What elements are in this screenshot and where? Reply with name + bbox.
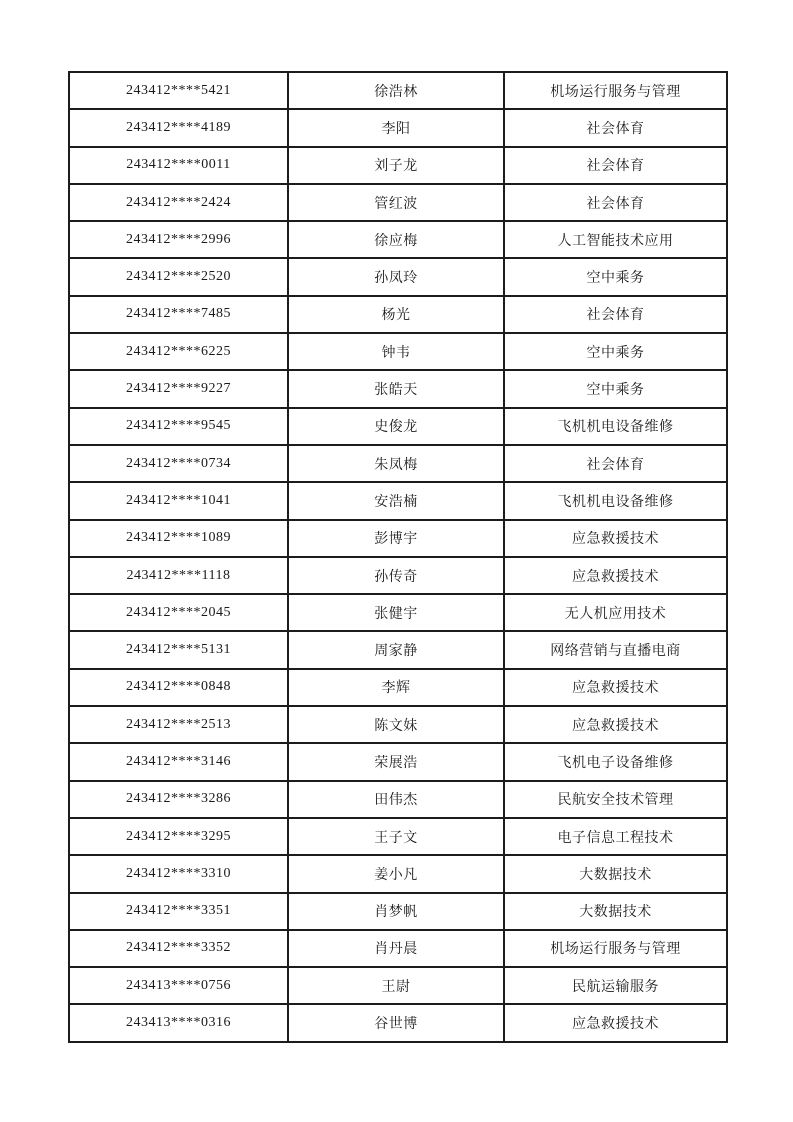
table-row bbox=[69, 258, 727, 295]
major-cell: 应急救援技术 bbox=[504, 557, 727, 594]
table-row bbox=[69, 370, 727, 407]
major-cell: 社会体育 bbox=[504, 109, 727, 146]
student-name-cell: 张健宇 bbox=[288, 594, 504, 631]
student-name-cell: 王子文 bbox=[288, 818, 504, 855]
table-row bbox=[69, 147, 727, 184]
table-row bbox=[69, 482, 727, 519]
table-row bbox=[69, 781, 727, 818]
table-row bbox=[69, 594, 727, 631]
table-row bbox=[69, 557, 727, 594]
student-id-cell: 243412****9545 bbox=[69, 408, 288, 445]
table-row bbox=[69, 520, 727, 557]
student-id-cell: 243412****3146 bbox=[69, 743, 288, 780]
student-name-cell: 徐应梅 bbox=[288, 221, 504, 258]
major-cell: 机场运行服务与管理 bbox=[504, 930, 727, 967]
table-row bbox=[69, 333, 727, 370]
major-cell: 无人机应用技术 bbox=[504, 594, 727, 631]
student-name-cell: 管红波 bbox=[288, 184, 504, 221]
student-id-cell: 243412****7485 bbox=[69, 296, 288, 333]
table-row bbox=[69, 296, 727, 333]
student-name-cell: 周家静 bbox=[288, 631, 504, 668]
table-row bbox=[69, 631, 727, 668]
student-name-cell: 安浩楠 bbox=[288, 482, 504, 519]
student-name-cell: 杨光 bbox=[288, 296, 504, 333]
student-name-cell: 陈文妹 bbox=[288, 706, 504, 743]
table-row bbox=[69, 818, 727, 855]
student-id-cell: 243412****2996 bbox=[69, 221, 288, 258]
table-row bbox=[69, 1004, 727, 1041]
major-cell: 机场运行服务与管理 bbox=[504, 72, 727, 109]
major-cell: 空中乘务 bbox=[504, 333, 727, 370]
student-name-cell: 钟韦 bbox=[288, 333, 504, 370]
student-name-cell: 肖丹晨 bbox=[288, 930, 504, 967]
student-name-cell: 朱凤梅 bbox=[288, 445, 504, 482]
major-cell: 社会体育 bbox=[504, 445, 727, 482]
major-cell: 人工智能技术应用 bbox=[504, 221, 727, 258]
student-name-cell: 姜小凡 bbox=[288, 855, 504, 892]
student-name-cell: 徐浩林 bbox=[288, 72, 504, 109]
student-id-cell: 243412****6225 bbox=[69, 333, 288, 370]
table-row bbox=[69, 855, 727, 892]
student-name-cell: 孙传奇 bbox=[288, 557, 504, 594]
student-name-cell: 孙凤玲 bbox=[288, 258, 504, 295]
student-id-cell: 243412****1118 bbox=[69, 557, 288, 594]
student-id-cell: 243412****3286 bbox=[69, 781, 288, 818]
table-row bbox=[69, 930, 727, 967]
student-id-cell: 243412****2045 bbox=[69, 594, 288, 631]
table-row bbox=[69, 408, 727, 445]
major-cell: 网络营销与直播电商 bbox=[504, 631, 727, 668]
student-id-cell: 243413****0316 bbox=[69, 1004, 288, 1041]
student-name-cell: 荣展浩 bbox=[288, 743, 504, 780]
student-name-cell: 李阳 bbox=[288, 109, 504, 146]
student-name-cell: 刘子龙 bbox=[288, 147, 504, 184]
student-name-cell: 谷世博 bbox=[288, 1004, 504, 1041]
table-row bbox=[69, 72, 727, 109]
major-cell: 空中乘务 bbox=[504, 370, 727, 407]
student-roster-body bbox=[69, 72, 727, 1042]
student-id-cell: 243412****0734 bbox=[69, 445, 288, 482]
major-cell: 应急救援技术 bbox=[504, 706, 727, 743]
table-row bbox=[69, 109, 727, 146]
student-id-cell: 243412****3352 bbox=[69, 930, 288, 967]
table-row bbox=[69, 706, 727, 743]
student-id-cell: 243412****2424 bbox=[69, 184, 288, 221]
major-cell: 社会体育 bbox=[504, 184, 727, 221]
major-cell: 飞机机电设备维修 bbox=[504, 408, 727, 445]
major-cell: 大数据技术 bbox=[504, 855, 727, 892]
major-cell: 空中乘务 bbox=[504, 258, 727, 295]
student-id-cell: 243412****2520 bbox=[69, 258, 288, 295]
student-roster-table bbox=[68, 71, 728, 1043]
table-row bbox=[69, 893, 727, 930]
student-id-cell: 243412****9227 bbox=[69, 370, 288, 407]
student-id-cell: 243412****1089 bbox=[69, 520, 288, 557]
major-cell: 应急救援技术 bbox=[504, 669, 727, 706]
student-name-cell: 史俊龙 bbox=[288, 408, 504, 445]
student-id-cell: 243412****4189 bbox=[69, 109, 288, 146]
student-id-cell: 243412****3295 bbox=[69, 818, 288, 855]
student-id-cell: 243412****5421 bbox=[69, 72, 288, 109]
student-name-cell: 张皓天 bbox=[288, 370, 504, 407]
major-cell: 社会体育 bbox=[504, 296, 727, 333]
table-row bbox=[69, 967, 727, 1004]
student-id-cell: 243412****2513 bbox=[69, 706, 288, 743]
student-id-cell: 243413****0756 bbox=[69, 967, 288, 1004]
table-row bbox=[69, 445, 727, 482]
table-row bbox=[69, 669, 727, 706]
student-id-cell: 243412****5131 bbox=[69, 631, 288, 668]
student-name-cell: 王尉 bbox=[288, 967, 504, 1004]
major-cell: 应急救援技术 bbox=[504, 520, 727, 557]
major-cell: 民航安全技术管理 bbox=[504, 781, 727, 818]
major-cell: 电子信息工程技术 bbox=[504, 818, 727, 855]
student-id-cell: 243412****3310 bbox=[69, 855, 288, 892]
major-cell: 民航运输服务 bbox=[504, 967, 727, 1004]
table-row bbox=[69, 221, 727, 258]
student-id-cell: 243412****3351 bbox=[69, 893, 288, 930]
table-row bbox=[69, 743, 727, 780]
table-row bbox=[69, 184, 727, 221]
student-name-cell: 李辉 bbox=[288, 669, 504, 706]
student-name-cell: 肖梦帆 bbox=[288, 893, 504, 930]
major-cell: 应急救援技术 bbox=[504, 1004, 727, 1041]
major-cell: 飞机电子设备维修 bbox=[504, 743, 727, 780]
student-id-cell: 243412****0848 bbox=[69, 669, 288, 706]
student-id-cell: 243412****1041 bbox=[69, 482, 288, 519]
student-id-cell: 243412****0011 bbox=[69, 147, 288, 184]
student-name-cell: 彭博宇 bbox=[288, 520, 504, 557]
major-cell: 大数据技术 bbox=[504, 893, 727, 930]
student-name-cell: 田伟杰 bbox=[288, 781, 504, 818]
major-cell: 飞机机电设备维修 bbox=[504, 482, 727, 519]
major-cell: 社会体育 bbox=[504, 147, 727, 184]
